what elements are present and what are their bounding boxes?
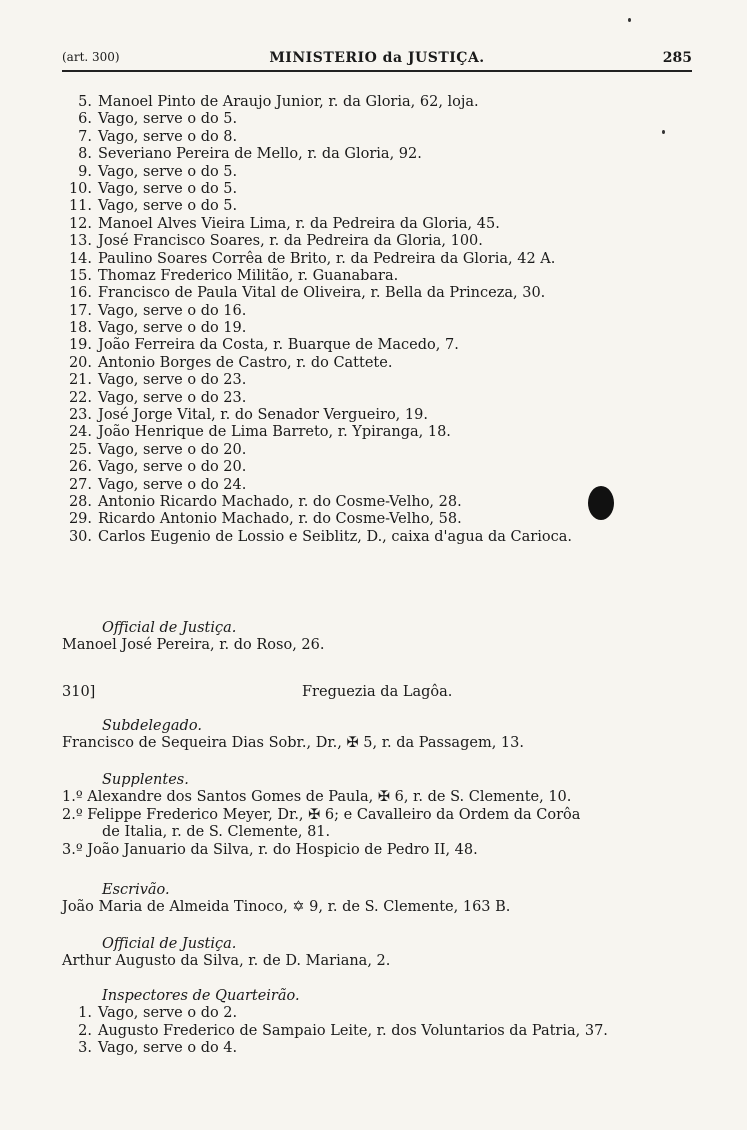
item-text: Vago, serve o do 5. bbox=[98, 111, 238, 128]
inspectores-section bbox=[54, 988, 694, 1058]
item-number: 29. bbox=[68, 511, 92, 528]
item-text: Vago, serve o do 23. bbox=[98, 372, 247, 389]
item-number: 23. bbox=[68, 407, 92, 424]
item-text: Vago, serve o do 4. bbox=[98, 1040, 238, 1057]
item-number: 5. bbox=[78, 94, 92, 110]
parish-title: Freguezia da Lagôa. bbox=[302, 684, 453, 700]
item-text: Augusto Frederico de Sampaio Leite, r. dos Voluntarios da Patria, 37. bbox=[98, 1022, 608, 1039]
section-label: Official de Justiça. bbox=[102, 620, 237, 636]
item-number: 7. bbox=[78, 128, 92, 145]
item-number: 3. bbox=[78, 1040, 92, 1057]
item-text: José Francisco Soares, r. da Pedreira da Gloria, 100. bbox=[98, 233, 483, 250]
parish-number: 310] bbox=[62, 684, 96, 700]
item-text: Paulino Soares Corrêa de Brito, r. da Pedreira da Gloria, 42 A. bbox=[98, 250, 556, 267]
subdelegado-section bbox=[62, 718, 702, 753]
item-text: Vago, serve o do 20. bbox=[98, 459, 247, 476]
section-label: Inspectores de Quarteirão. bbox=[102, 988, 300, 1004]
list-item bbox=[54, 111, 694, 128]
item-number: 16. bbox=[68, 285, 92, 302]
item-number: 21. bbox=[68, 372, 92, 389]
list-item bbox=[54, 233, 694, 250]
section-label: Supplentes. bbox=[102, 772, 189, 788]
page-header bbox=[62, 50, 692, 72]
item-number: 1. bbox=[78, 1005, 92, 1022]
oficial-section-2 bbox=[62, 936, 702, 971]
list-item bbox=[54, 459, 694, 476]
list-item bbox=[54, 1023, 694, 1040]
section-label: Escrivão. bbox=[102, 882, 170, 898]
supplente-line: 2.º Felippe Frederico Meyer, Dr., ✠ 6; e Cavalleiro da Ordem da Corôa bbox=[62, 806, 581, 823]
item-text: Vago, serve o do 5. bbox=[98, 180, 238, 197]
item-number: 25. bbox=[68, 441, 92, 458]
item-number: 8. bbox=[78, 146, 92, 163]
item-number: 9. bbox=[78, 163, 92, 180]
item-text: José Jorge Vital, r. do Senador Vergueiro, 19. bbox=[98, 407, 428, 424]
item-number: 27. bbox=[68, 476, 92, 493]
list-item bbox=[54, 442, 694, 459]
supplente-line: 3.º João Januario da Silva, r. do Hospicio de Pedro II, 48. bbox=[62, 841, 478, 858]
list-item bbox=[54, 1040, 694, 1057]
section-entry: Arthur Augusto da Silva, r. de D. Mariana, 2. bbox=[62, 953, 391, 970]
item-number: 18. bbox=[68, 320, 92, 337]
list-item bbox=[54, 337, 694, 354]
item-text: João Henrique de Lima Barreto, r. Ypiranga, 18. bbox=[98, 424, 451, 441]
list-item bbox=[54, 146, 694, 163]
item-text: Antonio Borges de Castro, r. do Cattete. bbox=[98, 354, 393, 371]
item-number: 12. bbox=[68, 215, 92, 232]
item-text: Vago, serve o do 2. bbox=[98, 1005, 238, 1022]
list-item bbox=[54, 407, 694, 424]
list-item bbox=[54, 372, 694, 389]
item-text: João Ferreira da Costa, r. Buarque de Macedo, 7. bbox=[98, 337, 459, 354]
list-item bbox=[54, 181, 694, 198]
list-item bbox=[54, 251, 694, 268]
item-text: Vago, serve o do 5. bbox=[98, 163, 238, 180]
section-entry: João Maria de Almeida Tinoco, ✡ 9, r. de S. Clemente, 163 B. bbox=[62, 899, 511, 916]
supplentes-section bbox=[62, 772, 702, 859]
item-text: Severiano Pereira de Mello, r. da Gloria, 92. bbox=[98, 146, 422, 163]
list-item bbox=[54, 355, 694, 372]
list-item bbox=[54, 268, 694, 285]
list-item bbox=[54, 94, 694, 111]
item-number: 13. bbox=[68, 233, 92, 250]
item-text: Vago, serve o do 20. bbox=[98, 441, 247, 458]
item-number: 2. bbox=[78, 1022, 92, 1039]
item-number: 26. bbox=[68, 459, 92, 476]
item-text: Antonio Ricardo Machado, r. do Cosme-Velho, 28. bbox=[98, 493, 462, 510]
item-text: Vago, serve o do 24. bbox=[98, 476, 247, 493]
item-number: 14. bbox=[68, 250, 92, 267]
item-text: Vago, serve o do 16. bbox=[98, 302, 247, 319]
oficial-section-1 bbox=[62, 620, 702, 655]
ink-blot bbox=[588, 486, 614, 520]
item-number: 6. bbox=[78, 111, 92, 128]
item-number: 30. bbox=[68, 528, 92, 545]
item-number: 20. bbox=[68, 354, 92, 371]
item-text: Manoel Pinto de Araujo Junior, r. da Gloria, 62, loja. bbox=[98, 94, 479, 110]
item-text: Vago, serve o do 23. bbox=[98, 389, 247, 406]
item-text: Francisco de Paula Vital de Oliveira, r. Bella da Princeza, 30. bbox=[98, 285, 546, 302]
list-item bbox=[54, 390, 694, 407]
item-number: 15. bbox=[68, 267, 92, 284]
escrivao-section bbox=[62, 882, 702, 917]
section-label: Subdelegado. bbox=[102, 718, 202, 734]
page-number: 285 bbox=[662, 50, 692, 66]
supplente-line: 1.º Alexandre dos Santos Gomes de Paula, ✠ 6, r. de S. Clemente, 10. bbox=[62, 789, 572, 806]
list-item bbox=[54, 129, 694, 146]
item-text: Carlos Eugenio de Lossio e Seiblitz, D., caixa d'agua da Carioca. bbox=[98, 528, 572, 545]
list-item bbox=[54, 216, 694, 233]
item-text: Manoel Alves Vieira Lima, r. da Pedreira da Gloria, 45. bbox=[98, 215, 500, 232]
item-number: 19. bbox=[68, 337, 92, 354]
item-number: 22. bbox=[68, 389, 92, 406]
item-text: Thomaz Frederico Militão, r. Guanabara. bbox=[98, 267, 399, 284]
inspectores-list bbox=[54, 1005, 694, 1057]
supplente-line: de Italia, r. de S. Clemente, 81. bbox=[102, 824, 331, 841]
inspector-list bbox=[54, 94, 694, 546]
parish-heading bbox=[62, 684, 702, 702]
ink-speck bbox=[628, 18, 631, 22]
item-text: Vago, serve o do 5. bbox=[98, 198, 238, 215]
section-label: Official de Justiça. bbox=[102, 936, 237, 952]
item-text: Vago, serve o do 8. bbox=[98, 128, 238, 145]
item-number: 11. bbox=[68, 198, 92, 215]
item-text: Ricardo Antonio Machado, r. do Cosme-Velho, 58. bbox=[98, 511, 462, 528]
list-item bbox=[54, 320, 694, 337]
item-number: 17. bbox=[68, 302, 92, 319]
list-item bbox=[54, 303, 694, 320]
list-item bbox=[54, 424, 694, 441]
header-title: MINISTERIO da JUSTIÇA. bbox=[269, 50, 485, 66]
list-item bbox=[54, 285, 694, 302]
item-text: Vago, serve o do 19. bbox=[98, 320, 247, 337]
list-item bbox=[54, 1005, 694, 1022]
list-item bbox=[54, 198, 694, 215]
section-entry: Manoel José Pereira, r. do Roso, 26. bbox=[62, 637, 325, 654]
header-article-ref: (art. 300) bbox=[62, 50, 120, 64]
section-entry: Francisco de Sequeira Dias Sobr., Dr., ✠ 5, r. da Passagem, 13. bbox=[62, 735, 524, 752]
list-item bbox=[54, 529, 694, 546]
ink-speck bbox=[662, 130, 665, 134]
list-item bbox=[54, 164, 694, 181]
item-number: 28. bbox=[68, 493, 92, 510]
item-number: 24. bbox=[68, 424, 92, 441]
item-number: 10. bbox=[68, 180, 92, 197]
